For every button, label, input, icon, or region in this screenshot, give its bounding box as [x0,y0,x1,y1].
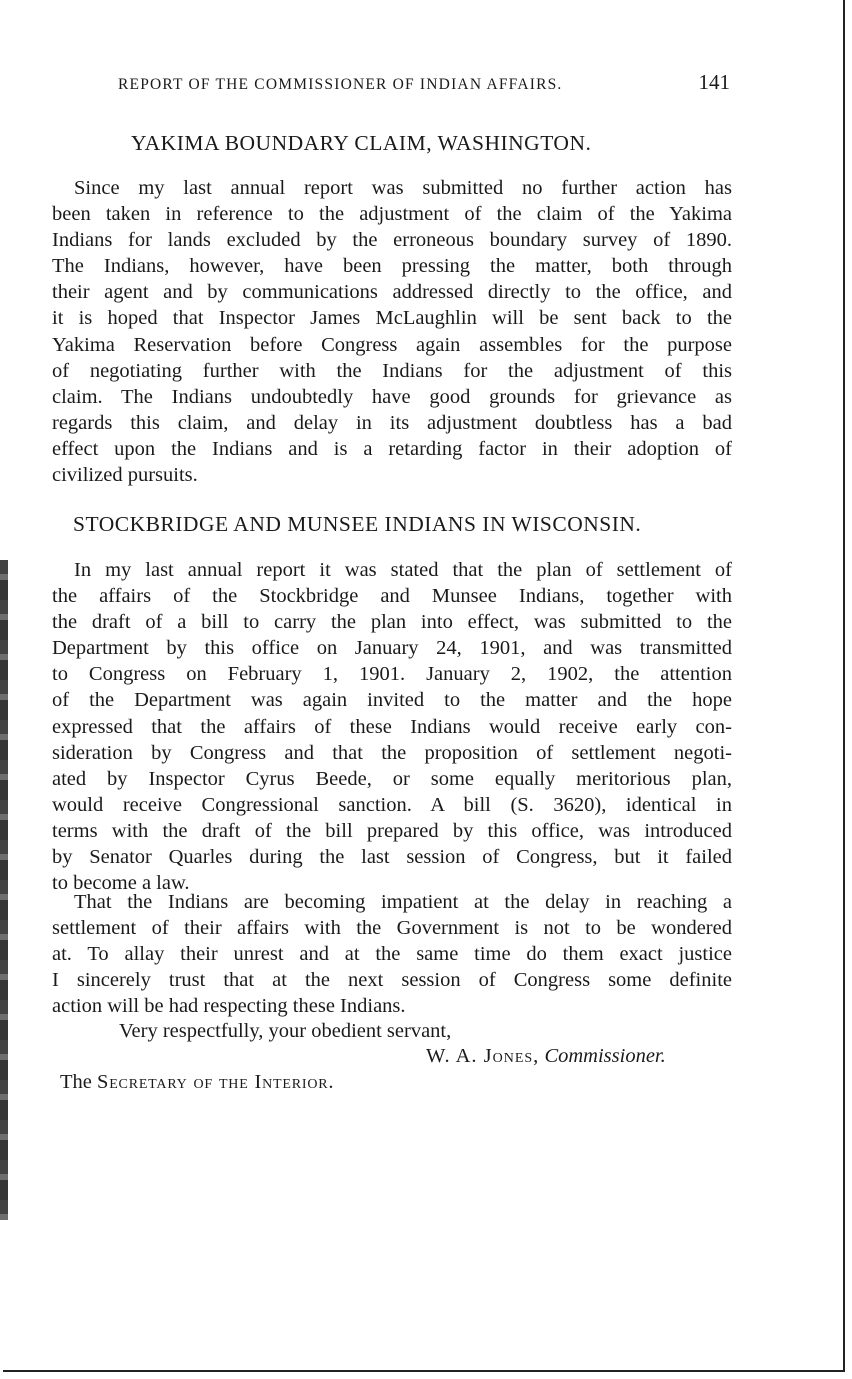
signer-name: W. A. Jones, [426,1045,540,1067]
addressee [60,1071,334,1094]
paragraph-yakima [52,175,732,488]
text-line: In my last annual report it was stated that the plan of settlement of [74,559,732,581]
text-line: civilized pursuits. [52,464,198,487]
text-line: at. To allay their unrest and at the same time do them exact justice [52,943,732,966]
running-head [118,70,730,94]
text-line: terms with the draft of the bill prepared by this office, was introduced [52,819,732,842]
running-head-title: REPORT OF THE COMMISSIONER OF INDIAN AFFAIRS. [118,76,563,93]
text-line: sideration by Congress and that the proposition of settlement negoti- [52,741,732,764]
text-line: Since my last annual report was submitted no further action has [74,177,732,199]
text-line: claim. The Indians undoubtedly have good grounds for grievance as [52,385,732,408]
text-line: I sincerely trust that at the next session of Congress some definite [52,969,732,992]
text-line: regards this claim, and delay in its adjustment doubtless has a bad [52,411,732,434]
text-line: would receive Congressional sanction. A bill (S. 3620), identical in [52,793,732,816]
binding-edge [0,560,8,1220]
text-line: Department by this office on January 24, 1901, and was transmitted [52,637,732,660]
text-line: action will be had respecting these Indians. [52,995,406,1018]
text-line: to become a law. [52,872,190,895]
text-line: their agent and by communications addressed directly to the office, and [52,281,732,304]
text-line: Indians for lands excluded by the erroneous boundary survey of 1890. [52,229,732,252]
page-number: 141 [698,70,730,94]
addressee-prefix: The [60,1071,92,1093]
section-heading-stockbridge: STOCKBRIDGE AND MUNSEE INDIANS IN WISCONSIN. [73,512,642,536]
signer-title: Commissioner. [544,1045,666,1067]
text-line: That the Indians are becoming impatient at the delay in reaching a [74,891,732,913]
text-line: ated by Inspector Cyrus Beede, or some equally meritorious plan, [52,767,732,790]
text-line: expressed that the affairs of these Indians would receive early con- [52,715,732,738]
text-line: to Congress on February 1, 1901. January 2, 1902, the attention [52,663,732,686]
text-line: Yakima Reservation before Congress again assembles for the purpose [52,333,732,356]
text-line: the draft of a bill to carry the plan into effect, was submitted to the [52,611,732,634]
text-line: of the Department was again invited to the matter and the hope [52,689,732,712]
paragraph-stockbridge-2 [52,889,732,1019]
addressee-name: Secretary of the Interior. [97,1071,335,1093]
closing-salutation: Very respectfully, your obedient servant, [119,1020,452,1042]
text-line: of negotiating further with the Indians for the adjustment of this [52,359,732,382]
section-heading-yakima: YAKIMA BOUNDARY CLAIM, WASHINGTON. [131,131,592,155]
text-line: by Senator Quarles during the last session of Congress, but it failed [52,846,732,869]
text-line: effect upon the Indians and is a retarding factor in their adoption of [52,437,732,460]
text-line: it is hoped that Inspector James McLaughlin will be sent back to the [52,307,732,330]
text-line: the affairs of the Stockbridge and Munsee Indians, together with [52,585,732,608]
text-line: been taken in reference to the adjustment of the claim of the Yakima [52,203,732,226]
signature [426,1045,666,1068]
text-line: settlement of their affairs with the Government is not to be wondered [52,917,732,940]
paragraph-stockbridge-1 [52,557,732,896]
text-line: The Indians, however, have been pressing the matter, both through [52,255,732,278]
